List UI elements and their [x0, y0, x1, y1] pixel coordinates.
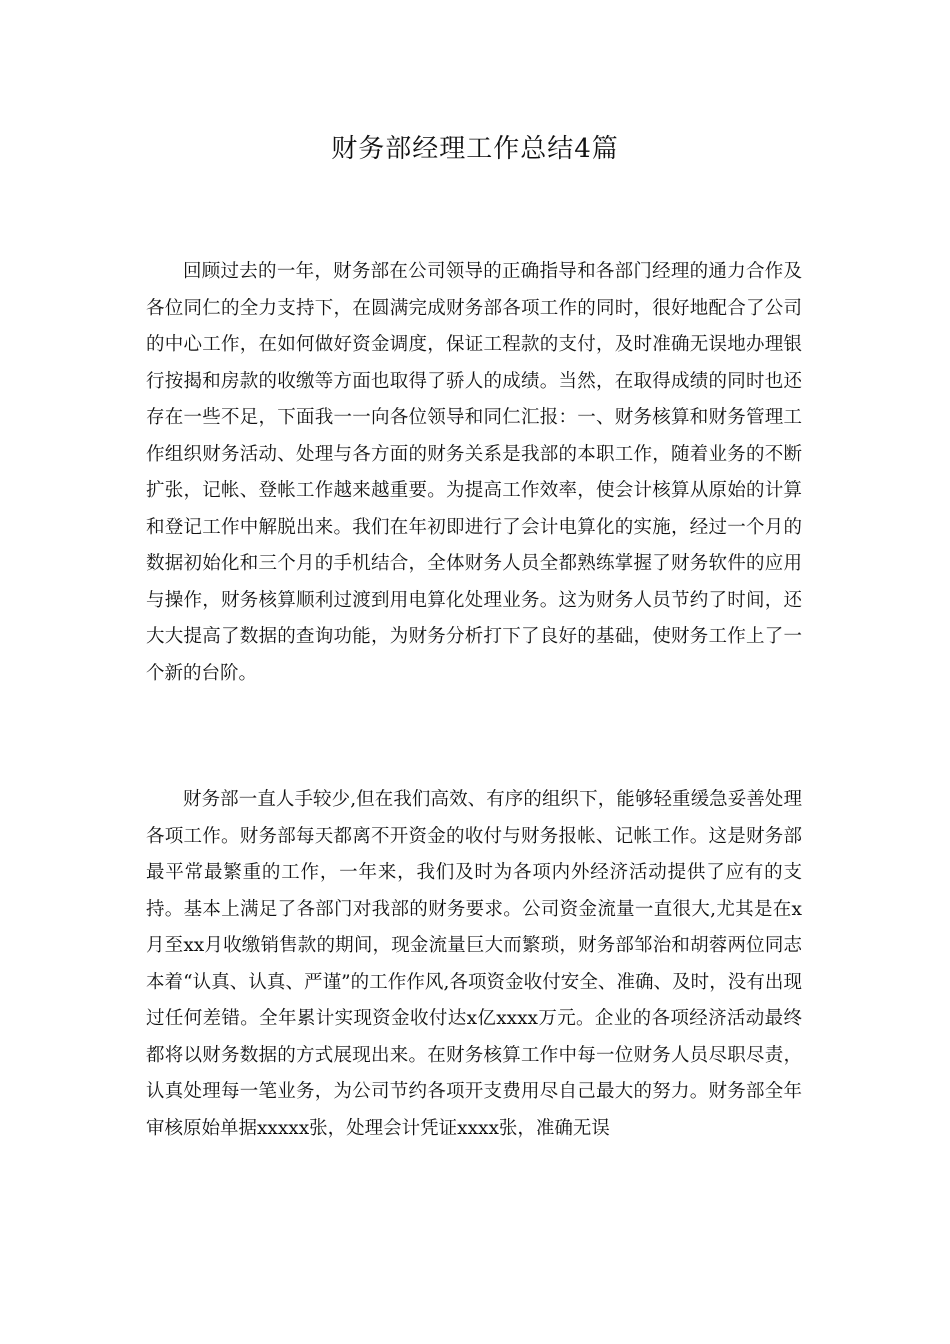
- paragraph-1: 回顾过去的一年，财务部在公司领导的正确指导和各部门经理的通力合作及各位同仁的全力支持下，在圆满完成财务部各项工作的同时，很好地配合了公司的中心工作，在如何做好资金调度，保证工程款的支付，及时准确无误地办理银行按揭和房款的收缴等方面也取得了骄人的成绩。当然，在取得成绩的同时也还存在一些不足，下面我一一向各位领导和同仁汇报：一、财务核算和财务管理工作组织财务活动、处理与各方面的财务关系是我部的本职工作，随着业务的不断扩张，记帐、登帐工作越来越重要。为提高工作效率，使会计核算从原始的计算和登记工作中解脱出来。我们在年初即进行了会计电算化的实施，经过一个月的数据初始化和三个月的手机结合，全体财务人员全都熟练掌握了财务软件的应用与操作，财务核算顺利过渡到用电算化处理业务。这为财务人员节约了时间，还大大提高了数据的查询功能，为财务分析打下了良好的基础，使财务工作上了一个新的台阶。: [146, 261, 802, 684]
- page-title: 财务部经理工作总结4篇: [331, 134, 619, 164]
- paragraph-2: 财务部一直人手较少,但在我们高效、有序的组织下，能够轻重缓急妥善处理各项工作。财务部每天都离不开资金的收付与财务报帐、记帐工作。这是财务部最平常最繁重的工作，一年来，我们及时为各项内外经济活动提供了应有的支持。基本上满足了各部门对我部的财务要求。公司资金流量一直很大,尤其是在x月至xx月收缴销售款的期间，现金流量巨大而繁琐，财务部邹治和胡蓉两位同志本着“认真、认真、严谨”的工作作风,各项资金收付安全、准确、及时，没有出现过任何差错。全年累计实现资金收付达x亿xxxx万元。企业的各项经济活动最终都将以财务数据的方式展现出来。在财务核算工作中每一位财务人员尽职尽责，认真处理每一笔业务，为公司节约各项开支费用尽自己最大的努力。财务部全年审核原始单据xxxxx张，处理会计凭证xxxx张，准确无误: [146, 789, 802, 1139]
